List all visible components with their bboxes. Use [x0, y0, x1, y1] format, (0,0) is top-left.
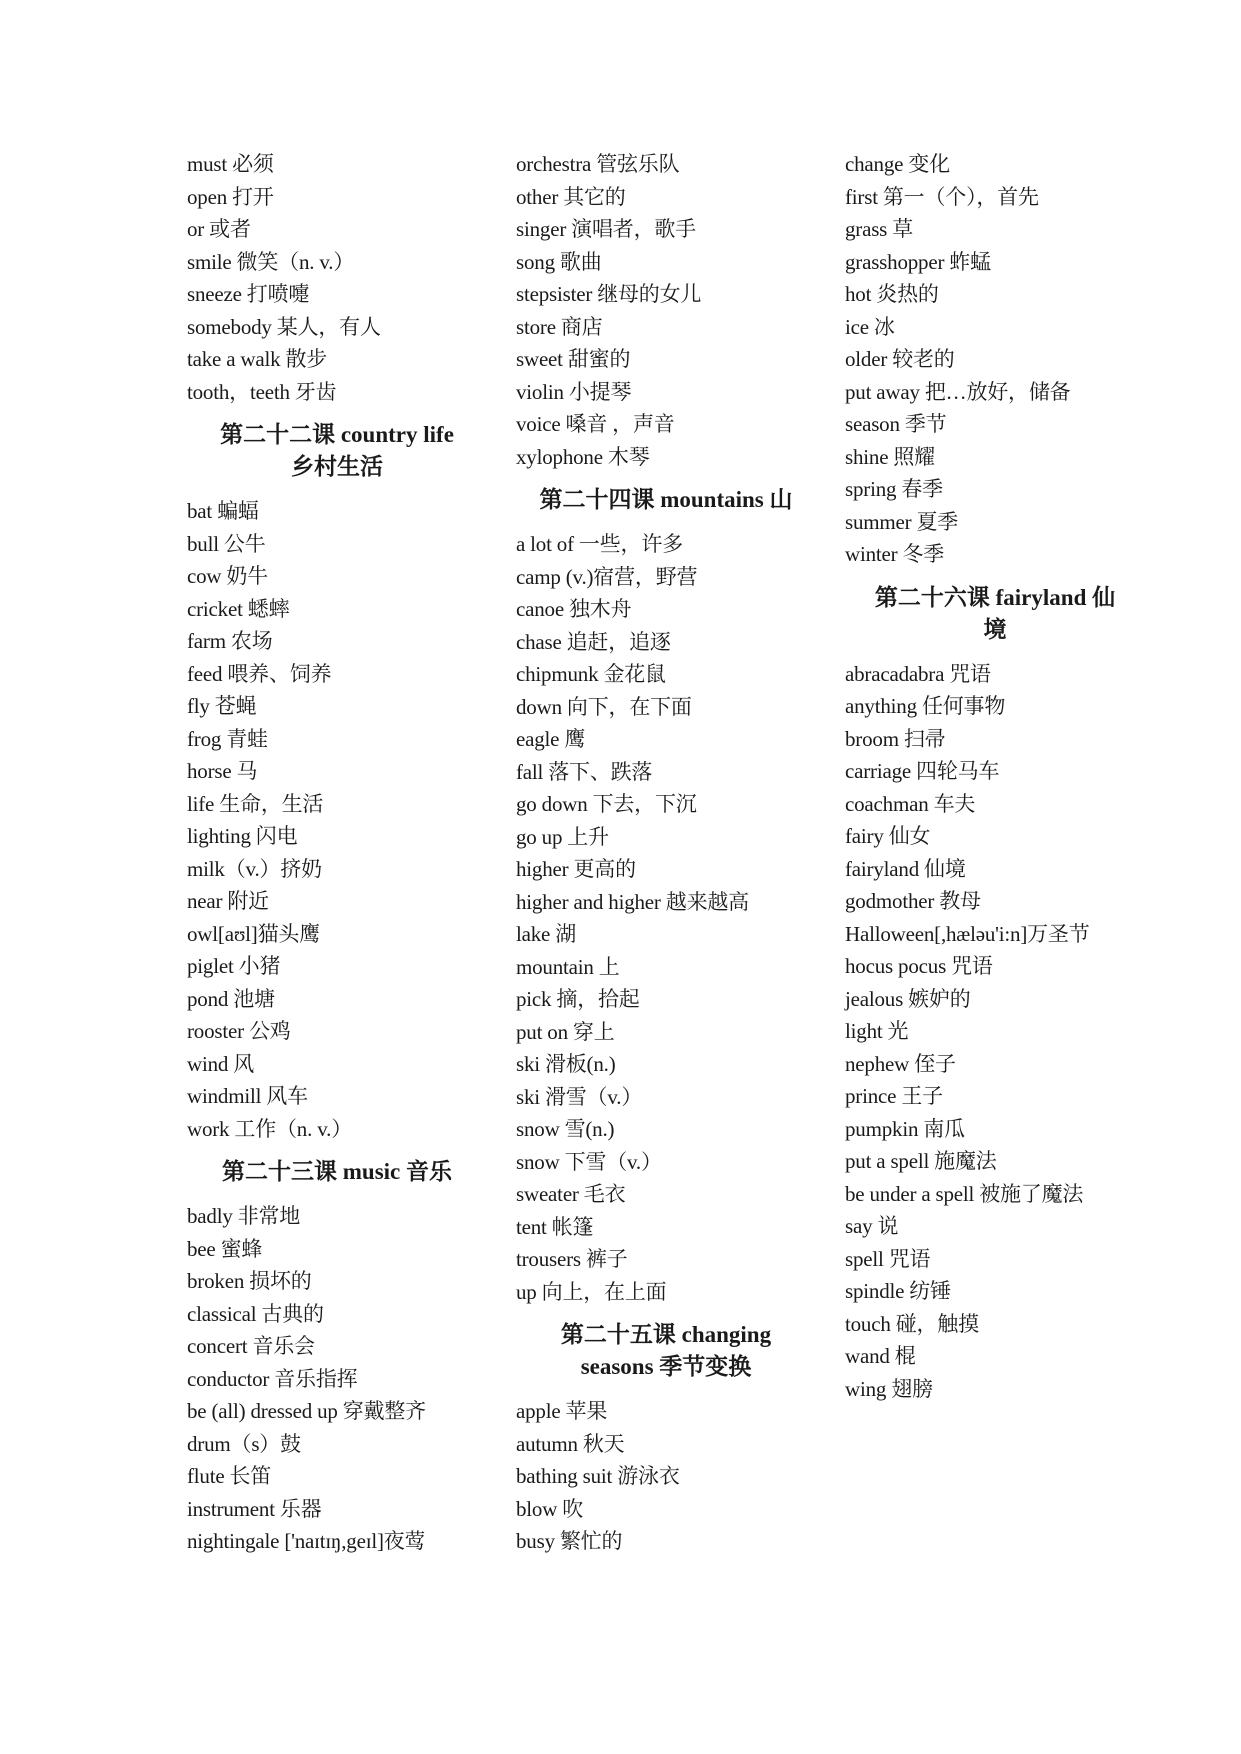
vocab-entry: owl[aʊl]猫头鹰: [187, 921, 320, 946]
vocab-entry: nephew 侄子: [845, 1051, 956, 1076]
vocab-entry: take a walk 散步: [187, 347, 328, 371]
vocab-entry: apple 苹果: [516, 1399, 608, 1423]
vocab-entry: ski 滑板(n.): [516, 1052, 616, 1076]
vocab-entry: go down 下去，下沉: [516, 792, 697, 816]
vocab-entry: older 较老的: [845, 347, 955, 371]
lesson-heading: 第二十二课 country life 乡村生活: [220, 422, 454, 479]
vocab-entry: touch 碰，触摸: [845, 1311, 979, 1336]
vocab-entry: prince 王子: [845, 1084, 943, 1108]
vocab-entry: other 其它的: [516, 184, 626, 209]
vocab-entry: be under a spell 被施了魔法: [845, 1181, 1084, 1206]
vocab-entry: nightingale ['naɪtɪŋ,geɪl]夜莺: [187, 1529, 426, 1553]
vocab-entry: violin 小提琴: [516, 379, 632, 404]
vocab-entry: put away 把…放好，储备: [845, 379, 1071, 404]
lesson-heading: 第二十四课 mountains 山: [539, 487, 793, 512]
vocab-entry: say 说: [845, 1214, 899, 1238]
vocab-entry: voice 嗓音 ，声音: [516, 412, 675, 436]
vocab-entry: store 商店: [516, 314, 603, 339]
vocab-entry: higher 更高的: [516, 857, 636, 881]
vocab-entry: wing 翅膀: [845, 1376, 933, 1401]
vocab-entry: or 或者: [187, 217, 251, 241]
vocab-entry: broom 扫帚: [845, 726, 946, 751]
vocab-entry: sweater 毛衣: [516, 1182, 626, 1206]
vocab-entry: chipmunk 金花鼠: [516, 662, 666, 686]
lesson-heading: 第二十三课 music 音乐: [222, 1159, 452, 1184]
vocab-entry: light 光: [845, 1019, 909, 1043]
vocab-entry: badly 非常地: [187, 1204, 301, 1228]
vocab-entry: feed 喂养、饲养: [187, 661, 332, 686]
vocab-entry: must 必须: [187, 152, 274, 176]
vocab-entry: spell 咒语: [845, 1246, 931, 1271]
vocab-column-1: [187, 148, 487, 1558]
vocab-entry: tent 帐篷: [516, 1214, 594, 1239]
vocab-entry: trousers 裤子: [516, 1247, 628, 1271]
vocab-entry: first 第一（个），首先: [845, 184, 1039, 209]
vocab-entry: piglet 小猪: [187, 954, 281, 978]
vocab-entry: snow 下雪（v.）: [516, 1149, 662, 1174]
vocab-entry: put a spell 施魔法: [845, 1149, 997, 1173]
vocab-entry: somebody 某人，有人: [187, 314, 381, 339]
vocab-entry: bathing suit 游泳衣: [516, 1464, 680, 1488]
vocab-entry: canoe 独木舟: [516, 597, 632, 621]
vocab-entry: anything 任何事物: [845, 694, 1006, 718]
vocab-entry: fly 苍蝇: [187, 694, 257, 718]
vocab-entry: down 向下，在下面: [516, 694, 692, 719]
vocab-entry: spindle 纺锤: [845, 1279, 951, 1303]
vocab-entry: pond 池塘: [187, 986, 275, 1011]
vocab-column-3: [845, 148, 1145, 1405]
vocab-entry: rooster 公鸡: [187, 1019, 291, 1043]
vocab-entry: cricket 蟋蟀: [187, 596, 290, 621]
vocab-entry: pumpkin 南瓜: [845, 1116, 965, 1141]
vocab-entry: xylophone 木琴: [516, 444, 650, 469]
vocab-entry: summer 夏季: [845, 509, 959, 534]
vocab-entry: chase 追赶，追逐: [516, 629, 671, 654]
vocab-entry: be (all) dressed up 穿戴整齐: [187, 1399, 426, 1423]
vocab-entry: flute 长笛: [187, 1464, 272, 1488]
vocab-entry: cow 奶牛: [187, 564, 269, 588]
vocab-entry: shine 照耀: [845, 444, 935, 469]
vocab-entry: hot 炎热的: [845, 282, 939, 306]
vocab-entry: ski 滑雪（v.）: [516, 1084, 643, 1109]
vocab-entry: horse 马: [187, 759, 258, 783]
vocab-entry: a lot of 一些，许多: [516, 532, 683, 556]
vocab-entry: autumn 秋天: [516, 1431, 625, 1456]
vocab-entry: frog 青蛙: [187, 726, 268, 751]
vocab-entry: jealous 嫉妒的: [845, 986, 971, 1011]
vocab-entry: carriage 四轮马车: [845, 759, 1000, 783]
vocab-entry: abracadabra 咒语: [845, 661, 991, 686]
vocab-entry: put on 穿上: [516, 1019, 615, 1044]
vocab-entry: classical 古典的: [187, 1301, 324, 1326]
vocab-entry: bull 公牛: [187, 531, 266, 556]
vocab-entry: farm 农场: [187, 629, 273, 653]
vocab-entry: fairy 仙女: [845, 824, 931, 848]
vocab-entry: up 向上，在上面: [516, 1279, 667, 1304]
vocab-entry: winter 冬季: [845, 542, 945, 566]
vocab-entry: coachman 车夫: [845, 791, 976, 816]
vocab-entry: higher and higher 越来越高: [516, 889, 749, 914]
vocab-entry: busy 繁忙的: [516, 1529, 623, 1553]
vocab-entry: near 附近: [187, 889, 269, 913]
vocab-entry: tooth，teeth 牙齿: [187, 379, 337, 404]
vocab-entry: snow 雪(n.): [516, 1117, 615, 1141]
vocab-entry: broken 损坏的: [187, 1269, 312, 1293]
vocab-entry: wind 风: [187, 1051, 255, 1076]
vocab-entry: life 生命，生活: [187, 791, 324, 816]
vocab-entry: open 打开: [187, 184, 274, 209]
vocab-entry: fairyland 仙境: [845, 856, 966, 881]
vocab-entry: ice 冰: [845, 314, 895, 339]
vocab-entry: windmill 风车: [187, 1084, 308, 1108]
vocab-entry: godmother 教母: [845, 889, 981, 913]
vocab-entry: stepsister 继母的女儿: [516, 282, 702, 306]
vocab-entry: milk（v.）挤奶: [187, 856, 322, 881]
lesson-heading: 第二十六课 fairyland 仙 境: [874, 584, 1116, 642]
vocab-entry: lighting 闪电: [187, 824, 298, 848]
vocab-entry: grasshopper 蚱蜢: [845, 249, 991, 274]
vocab-entry: smile 微笑（n. v.）: [187, 249, 355, 274]
vocab-entry: lake 湖: [516, 922, 577, 946]
vocab-entry: spring 春季: [845, 477, 943, 501]
vocab-entry: change 变化: [845, 152, 950, 176]
vocab-entry: mountain 上: [516, 954, 620, 979]
lesson-heading: 第二十五课 changing seasons 季节变换: [560, 1322, 772, 1379]
vocab-entry: work 工作（n. v.）: [187, 1116, 352, 1141]
vocab-entry: Halloween[,hæləu'i:n]万圣节: [845, 921, 1090, 946]
vocab-entry: pick 摘，拾起: [516, 987, 640, 1011]
vocab-entry: hocus pocus 咒语: [845, 954, 993, 978]
vocab-entry: season 季节: [845, 412, 947, 436]
vocab-entry: drum（s）鼓: [187, 1431, 301, 1456]
vocab-entry: bee 蜜蜂: [187, 1236, 263, 1261]
vocab-entry: sweet 甜蜜的: [516, 347, 631, 371]
vocab-entry: singer 演唱者，歌手: [516, 217, 696, 241]
vocab-entry: sneeze 打喷嚏: [187, 282, 310, 306]
vocab-entry: wand 棍: [845, 1344, 916, 1368]
vocab-entry: concert 音乐会: [187, 1334, 315, 1358]
vocab-entry: grass 草: [845, 217, 914, 241]
vocab-entry: song 歌曲: [516, 249, 602, 274]
vocab-column-2: [516, 148, 816, 1558]
vocab-entry: eagle 鹰: [516, 727, 586, 751]
vocab-entry: bat 蝙蝠: [187, 499, 259, 523]
vocab-entry: go up 上升: [516, 824, 609, 849]
vocab-entry: orchestra 管弦乐队: [516, 152, 680, 176]
vocab-entry: conductor 音乐指挥: [187, 1366, 358, 1391]
vocab-entry: blow 吹: [516, 1496, 584, 1521]
vocab-entry: instrument 乐器: [187, 1496, 322, 1521]
vocab-entry: fall 落下、跌落: [516, 759, 653, 784]
vocab-entry: camp (v.)宿营，野营: [516, 564, 698, 589]
